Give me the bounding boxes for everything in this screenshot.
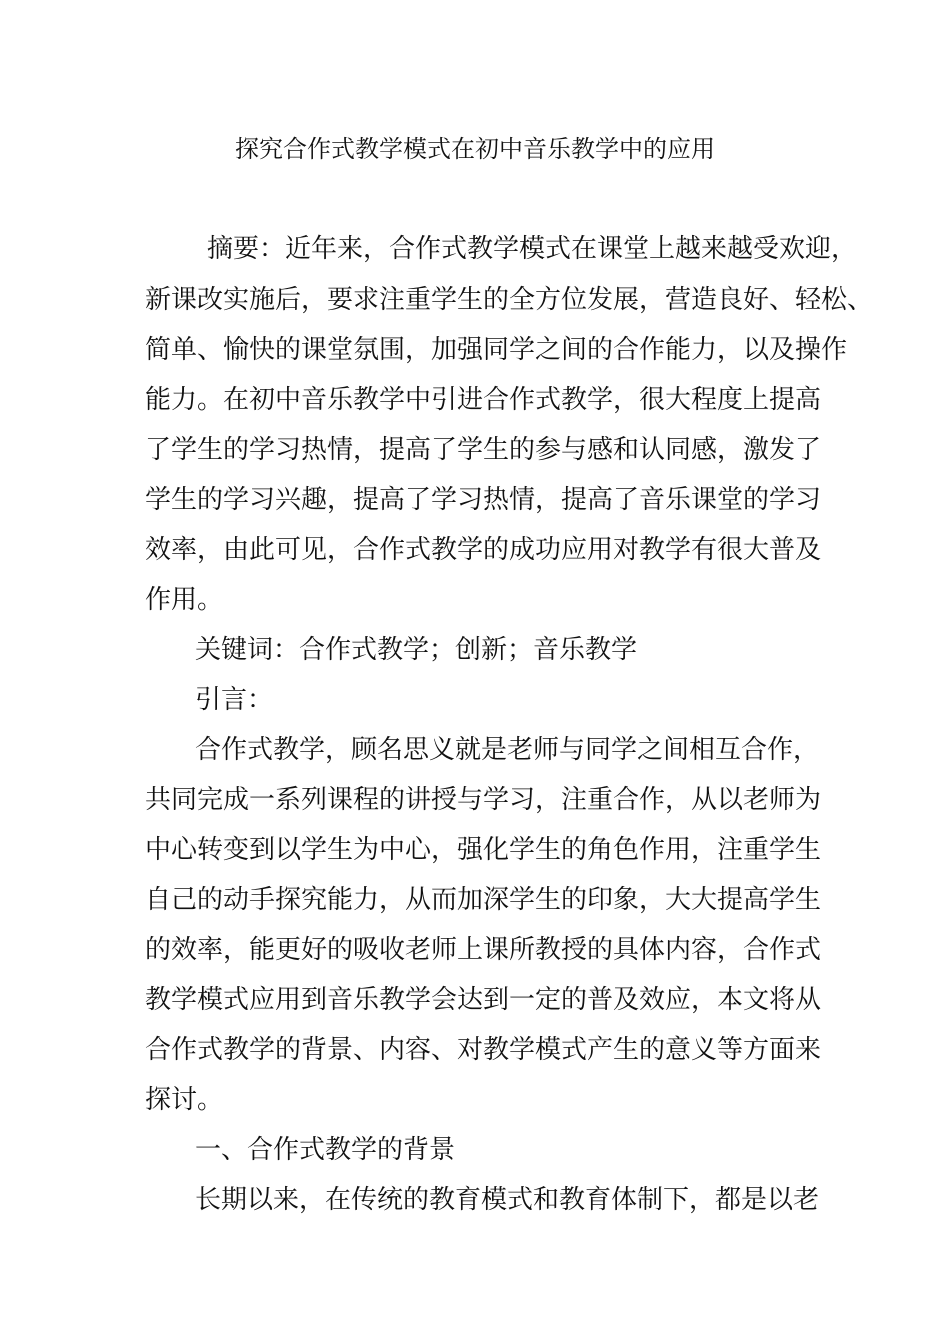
abstract-line: 新课改实施后，要求注重学生的全方位发展，营造良好、轻松、	[145, 285, 874, 315]
abstract-line: 简单、愉快的课堂氛围，加强同学之间的合作能力，以及操作	[145, 335, 848, 365]
abstract-line: 能力。在初中音乐教学中引进合作式教学，很大程度上提高	[145, 385, 822, 415]
intro-line: 探讨。	[145, 1085, 224, 1115]
keywords: 关键词：合作式教学；创新；音乐教学	[195, 635, 638, 665]
intro-line: 的效率，能更好的吸收老师上课所教授的具体内容，合作式	[145, 935, 822, 965]
abstract-line: 效率，由此可见，合作式教学的成功应用对教学有很大普及	[145, 535, 822, 565]
abstract-line: 了学生的学习热情，提高了学生的参与感和认同感，激发了	[145, 435, 822, 465]
abstract-line: 作用。	[145, 585, 224, 615]
document-title: 探究合作式教学模式在初中音乐教学中的应用	[235, 135, 715, 163]
intro-line: 合作式教学的背景、内容、对教学模式产生的意义等方面来	[145, 1035, 822, 1065]
intro-line: 自己的动手探究能力，从而加深学生的印象，大大提高学生	[145, 885, 822, 915]
intro-heading: 引言：	[195, 685, 274, 715]
section-paragraph-line: 长期以来，在传统的教育模式和教育体制下，都是以老	[195, 1185, 820, 1215]
intro-line: 合作式教学，顾名思义就是老师与同学之间相互合作，	[195, 735, 820, 765]
abstract-line: 学生的学习兴趣，提高了学习热情，提高了音乐课堂的学习	[145, 485, 822, 515]
intro-line: 中心转变到以学生为中心，强化学生的角色作用，注重学生	[145, 835, 822, 865]
section-heading: 一、合作式教学的背景	[195, 1135, 456, 1165]
abstract-line: 摘要：近年来，合作式教学模式在课堂上越来越受欢迎，	[207, 234, 858, 264]
intro-line: 共同完成一系列课程的讲授与学习，注重合作，从以老师为	[145, 785, 822, 815]
intro-line: 教学模式应用到音乐教学会达到一定的普及效应，本文将从	[145, 985, 822, 1015]
